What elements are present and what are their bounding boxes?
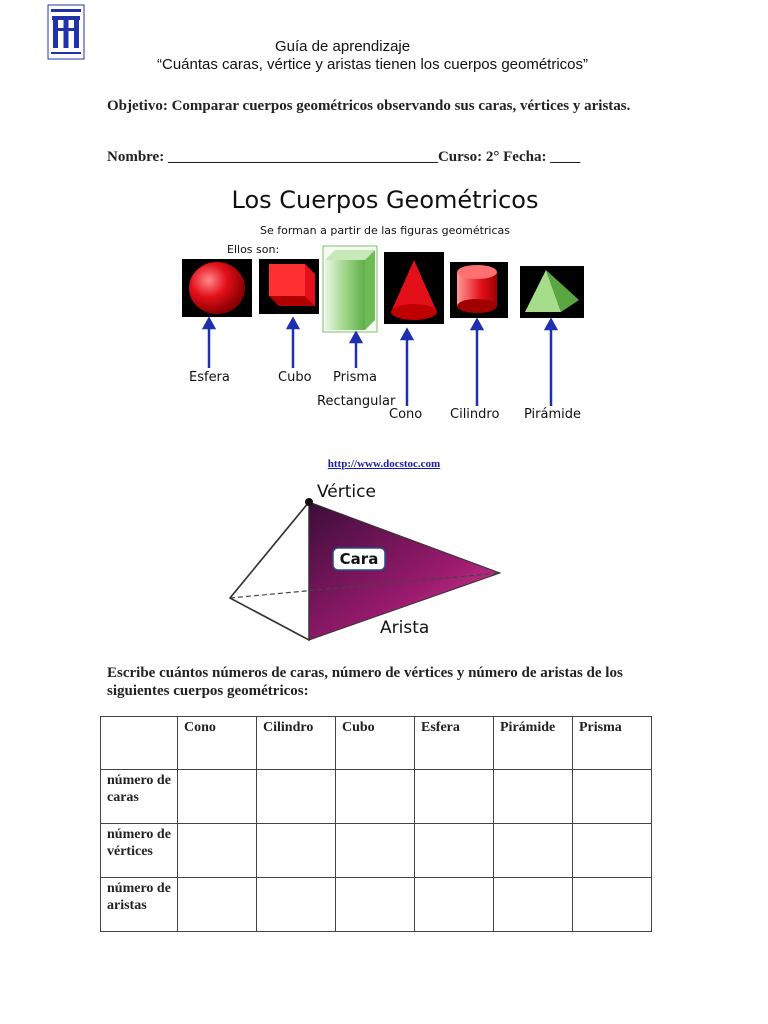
pyramid-image xyxy=(520,266,584,318)
answer-cell[interactable] xyxy=(336,878,415,932)
table-header-cell: Cono xyxy=(178,717,257,770)
objective-text: Objetivo: Comparar cuerpos geométricos observando sus caras, vértices y aristas. xyxy=(107,98,631,114)
face-label: Cara xyxy=(339,550,379,568)
source-link[interactable]: http://www.docstoc.com xyxy=(327,458,441,470)
table-row xyxy=(101,770,652,824)
label-sphere: Esfera xyxy=(189,370,230,385)
cube-image xyxy=(259,259,319,314)
answer-cell[interactable] xyxy=(178,770,257,824)
row-label: número de caras xyxy=(101,770,178,824)
answer-cell[interactable] xyxy=(257,824,336,878)
answer-cell[interactable] xyxy=(415,770,494,824)
answer-cell[interactable] xyxy=(494,770,573,824)
table-row xyxy=(101,824,652,878)
label-cylinder: Cilindro xyxy=(450,407,500,422)
table-header-cell xyxy=(101,717,178,770)
table-header-cell: Prisma xyxy=(573,717,652,770)
guide-title: Guía de aprendizaje xyxy=(275,38,411,55)
answer-cell[interactable] xyxy=(178,878,257,932)
answer-cell[interactable] xyxy=(573,770,652,824)
edge-label: Arista xyxy=(380,618,430,638)
row-label: número de aristas xyxy=(101,878,178,932)
figure-intro: Ellos son: xyxy=(227,243,280,256)
sphere-image xyxy=(182,259,252,317)
label-cube: Cubo xyxy=(278,370,312,385)
label-prism: Prisma xyxy=(333,370,377,385)
answer-table xyxy=(100,716,652,932)
table-row xyxy=(101,878,652,932)
table-header-cell: Pirámide xyxy=(494,717,573,770)
table-header-row xyxy=(101,717,652,770)
table-header-cell: Cubo xyxy=(336,717,415,770)
answer-cell[interactable] xyxy=(336,770,415,824)
row-label: número de vértices xyxy=(101,824,178,878)
prism-image xyxy=(323,246,377,332)
arrows xyxy=(204,319,556,406)
table-header-cell: Esfera xyxy=(415,717,494,770)
label-pyramid: Pirámide xyxy=(524,407,582,422)
school-logo xyxy=(47,4,85,60)
answer-cell[interactable] xyxy=(257,878,336,932)
cone-image xyxy=(384,252,444,324)
answer-cell[interactable] xyxy=(257,770,336,824)
guide-subtitle: “Cuántas caras, vértice y aristas tienen los cuerpos geométricos” xyxy=(157,56,589,73)
student-info-line: Nombre: ____________________________________Curso: 2° Fecha: ____ xyxy=(107,149,581,165)
figure-title: Los Cuerpos Geométricos xyxy=(231,186,539,214)
geometric-bodies-figure xyxy=(165,180,605,452)
answer-cell[interactable] xyxy=(178,824,257,878)
label-prism-rectangular: Rectangular xyxy=(317,394,396,409)
answer-cell[interactable] xyxy=(415,824,494,878)
vertex-label: Vértice xyxy=(317,482,376,502)
answer-cell[interactable] xyxy=(573,824,652,878)
cylinder-image xyxy=(450,262,508,318)
answer-cell[interactable] xyxy=(415,878,494,932)
answer-cell[interactable] xyxy=(336,824,415,878)
answer-cell[interactable] xyxy=(494,878,573,932)
pyramid-parts-diagram xyxy=(222,480,512,642)
answer-cell[interactable] xyxy=(494,824,573,878)
label-cone: Cono xyxy=(389,407,423,422)
figure-subtitle: Se forman a partir de las figuras geométricas xyxy=(260,224,510,237)
answer-cell[interactable] xyxy=(573,878,652,932)
instructions-text: Escribe cuántos números de caras, número de vértices y número de aristas de los siguientes cuerpos geométricos: xyxy=(107,665,623,699)
table-header-cell: Cilindro xyxy=(257,717,336,770)
